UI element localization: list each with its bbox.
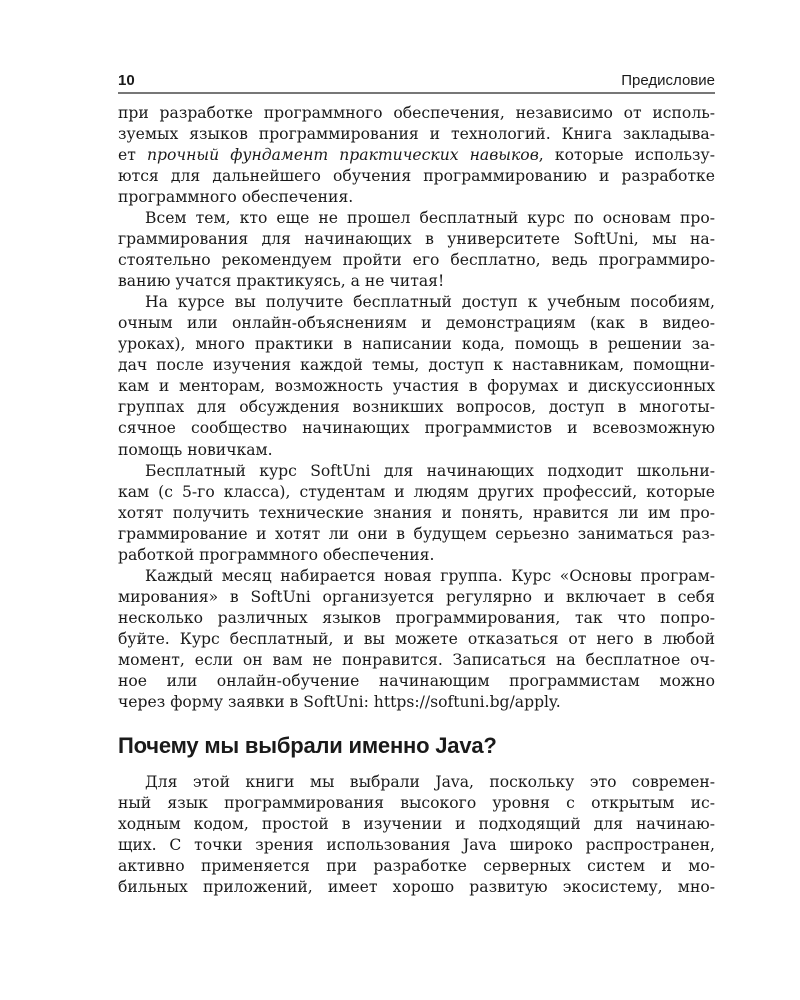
text-line bbox=[118, 692, 715, 713]
text-segment: граммирование и хотят ли они в будущем серьезно заниматься раз- bbox=[118, 524, 715, 543]
text-segment: Бесплатный курс SoftUni для начинающих подходит школьни- bbox=[145, 461, 715, 480]
text-line bbox=[118, 334, 715, 355]
text-segment: На курсе вы получите бесплатный доступ к учебным пособиям, bbox=[145, 293, 715, 312]
text-line bbox=[118, 229, 715, 250]
paragraph bbox=[118, 461, 715, 566]
italic-emphasis: прочный фундамент практических навыков bbox=[146, 145, 539, 164]
text-line bbox=[118, 145, 715, 166]
text-segment: Всем тем, кто еще не прошел бесплатный курс по основам про- bbox=[145, 208, 715, 227]
running-header bbox=[118, 70, 715, 92]
text-line bbox=[118, 103, 715, 124]
text-segment: ет bbox=[118, 145, 147, 164]
text-line bbox=[118, 166, 715, 187]
text-line bbox=[118, 208, 715, 229]
text-line bbox=[118, 629, 715, 650]
text-segment: момент, если он вам не понравится. Записаться на бесплатное оч- bbox=[118, 651, 715, 670]
text-line bbox=[118, 524, 715, 545]
text-line bbox=[118, 397, 715, 418]
text-line bbox=[118, 376, 715, 397]
text-segment: очным или онлайн-объяснениям и демонстрациям (как в видео- bbox=[118, 314, 715, 333]
text-segment: кам и менторам, возможность участия в форумах и дискуссионных bbox=[118, 377, 715, 396]
text-line bbox=[118, 545, 715, 566]
text-line bbox=[118, 482, 715, 503]
text-line bbox=[118, 292, 715, 313]
chapter-title: Предисловие bbox=[621, 72, 715, 89]
text-segment: через форму заявки в SoftUni: https://softuni.bg/apply. bbox=[118, 693, 561, 712]
text-segment: работкой программного обеспечения. bbox=[118, 545, 435, 564]
section-heading: Почему мы выбрали именно Java? bbox=[118, 733, 497, 758]
text-line bbox=[118, 814, 715, 835]
text-line bbox=[118, 187, 715, 208]
text-line bbox=[118, 418, 715, 439]
text-line bbox=[118, 566, 715, 587]
text-segment: Каждый месяц набирается новая группа. Курс «Основы програм- bbox=[145, 566, 715, 585]
text-segment: ходным кодом, простой в изучении и подходящий для начинаю- bbox=[118, 814, 715, 833]
text-segment: щих. С точки зрения использования Java широко распространен, bbox=[118, 835, 715, 854]
text-line bbox=[118, 250, 715, 271]
text-segment: ное или онлайн-обучение начинающим программистам можно bbox=[118, 672, 715, 691]
text-segment: буйте. Курс бесплатный, и вы можете отказаться от него в любой bbox=[118, 630, 715, 649]
text-line bbox=[118, 124, 715, 145]
text-segment: помощь новичкам. bbox=[118, 440, 273, 459]
text-segment: граммирования для начинающих в университете SoftUni, мы на- bbox=[118, 229, 715, 248]
paragraph bbox=[118, 772, 715, 898]
text-segment: стоятельно рекомендуем пройти его бесплатно, ведь программиро- bbox=[118, 250, 715, 269]
page-number: 10 bbox=[118, 72, 135, 89]
header-rule bbox=[118, 92, 715, 94]
text-segment: , которые использу- bbox=[538, 145, 715, 164]
text-line bbox=[118, 835, 715, 856]
text-segment: активно применяется при разработке серверных систем и мо- bbox=[118, 856, 715, 875]
paragraph bbox=[118, 103, 715, 208]
text-segment: хотят получить технические знания и понять, нравится ли им про- bbox=[118, 503, 715, 522]
text-segment: уроках), много практики в написании кода, помощь в решении за- bbox=[118, 335, 715, 354]
text-segment: программного обеспечения. bbox=[118, 187, 354, 206]
text-line bbox=[118, 772, 715, 793]
text-line bbox=[118, 608, 715, 629]
text-segment: кам (с 5-го класса), студентам и людям других профессий, которые bbox=[118, 482, 715, 501]
text-segment: ются для дальнейшего обучения программированию и разработке bbox=[118, 166, 715, 185]
text-line bbox=[118, 440, 715, 461]
paragraph bbox=[118, 292, 715, 461]
paragraph bbox=[118, 566, 715, 713]
text-segment: Для этой книги мы выбрали Java, поскольку это современ- bbox=[145, 772, 715, 791]
paragraph bbox=[118, 208, 715, 292]
text-line bbox=[118, 271, 715, 292]
text-segment: зуемых языков программирования и технологий. Книга закладыва- bbox=[118, 124, 715, 143]
text-segment: группах для обсуждения возникших вопросов, доступ в многоты- bbox=[118, 398, 715, 417]
text-line bbox=[118, 461, 715, 482]
text-segment: мирования» в SoftUni организуется регулярно и включает в себя bbox=[118, 587, 715, 606]
text-line bbox=[118, 587, 715, 608]
text-line bbox=[118, 313, 715, 334]
text-line bbox=[118, 877, 715, 898]
text-segment: бильных приложений, имеет хорошо развитую экосистему, мно- bbox=[118, 877, 715, 896]
text-segment: несколько различных языков программирования, так что попро- bbox=[118, 609, 715, 627]
text-line bbox=[118, 503, 715, 524]
text-segment: сячное сообщество начинающих программистов и всевозможную bbox=[118, 419, 715, 438]
text-line bbox=[118, 856, 715, 877]
text-segment: ный язык программирования высокого уровня с открытым ис- bbox=[118, 793, 715, 812]
text-line bbox=[118, 650, 715, 671]
text-line bbox=[118, 671, 715, 692]
text-line bbox=[118, 355, 715, 376]
text-line bbox=[118, 793, 715, 814]
text-segment: дач после изучения каждой темы, доступ к наставникам, помощни- bbox=[118, 356, 715, 375]
text-segment: ванию учатся практикуясь, а не читая! bbox=[118, 272, 445, 290]
body-text-section-1 bbox=[118, 103, 715, 714]
text-segment: при разработке программного обеспечения, независимо от исполь- bbox=[118, 103, 715, 122]
body-text-section-2 bbox=[118, 772, 715, 898]
